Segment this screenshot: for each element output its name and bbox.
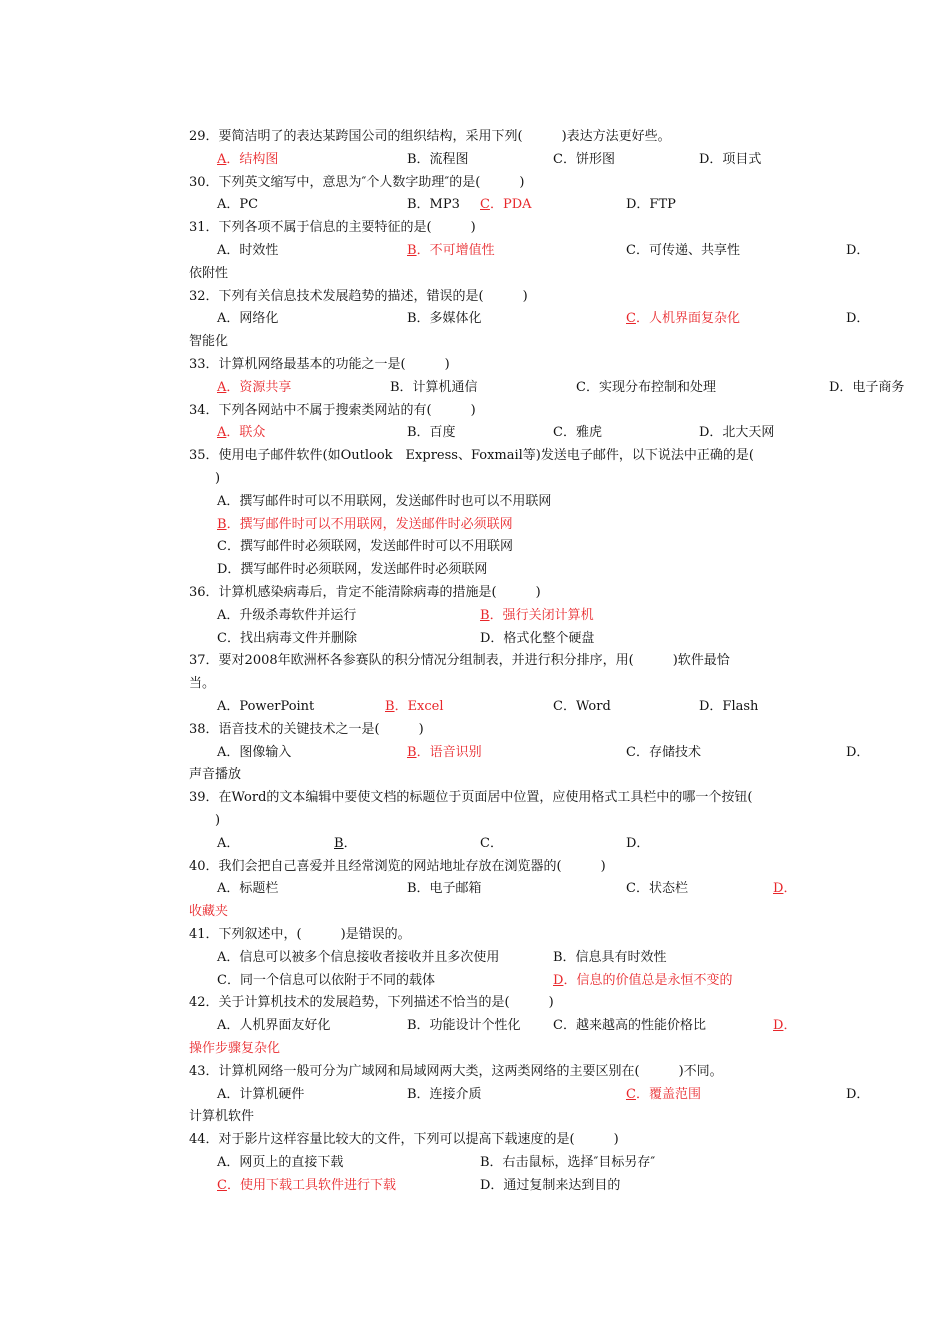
answer-option: B．连接介质 [407, 1086, 482, 1102]
correct-answer-option: A．资源共享 [217, 379, 292, 395]
answer-option: D． [626, 835, 650, 851]
question-stem: 39．在Word的文本编辑中要使文档的标题位于页面居中位置，应使用格式工具栏中的哪一个按钮( [189, 790, 753, 806]
answer-option: D．格式化整个硬盘 [480, 630, 595, 646]
question-stem: 38．语音技术的关键技术之一是( ) [189, 721, 424, 737]
answer-option: C．存储技术 [626, 744, 701, 760]
correct-answer-option: A．联众 [217, 425, 266, 441]
correct-answer-option: D． [773, 881, 797, 897]
answer-option: D．通过复制来达到目的 [480, 1177, 621, 1193]
answer-option: A．图像输入 [217, 744, 292, 760]
answer-option: B．信息具有时效性 [553, 949, 667, 965]
answer-option: C．可传递、共享性 [626, 243, 740, 258]
answer-option: D． [846, 243, 870, 258]
question-stem: 35．使用电子邮件软件(如Outlook Express、Foxmail等)发送电子邮件，以下说法中正确的是( [189, 448, 754, 464]
answer-option: C．越来越高的性能价格比 [553, 1018, 706, 1034]
answer-option: D．电子商务 [829, 379, 905, 395]
correct-answer-option: C．人机界面复杂化 [626, 311, 740, 327]
question-stem: 29．要简洁明了的表达某跨国公司的组织结构，采用下列( )表达方法更好些。 [189, 129, 671, 144]
answer-option: B．百度 [407, 425, 456, 441]
answer-option: A．PowerPoint [217, 699, 315, 714]
correct-answer-option: B．强行关闭计算机 [480, 607, 594, 623]
question-stem: 34．下列各网站中不属于搜索类网站的有( ) [189, 402, 476, 418]
question-stem: 36．计算机感染病毒后，肯定不能清除病毒的措施是( ) [189, 585, 541, 600]
option-wrap-text: 计算机软件 [189, 1109, 255, 1125]
answer-option: C．雅虎 [553, 425, 602, 441]
answer-option: D．北大天网 [699, 425, 775, 441]
correct-answer-option: C．PDA [480, 197, 532, 213]
answer-option: C．实现分布控制和处理 [576, 379, 716, 395]
correct-answer-option: C．使用下载工具软件进行下载 [217, 1177, 396, 1193]
question-stem: 43．计算机网络一般可分为广域网和局域网两大类，这两类网络的主要区别在( )不同。 [189, 1063, 723, 1079]
option-wrap-text: 操作步骤复杂化 [189, 1041, 281, 1056]
question-stem-continued: ) [189, 813, 221, 828]
correct-answer-option: D． [773, 1018, 797, 1034]
question-stem: 40．我们会把自己喜爱并且经常浏览的网站地址存放在浏览器的( ) [189, 858, 606, 874]
answer-option: A．PC [217, 197, 259, 213]
answer-option: A．计算机硬件 [217, 1086, 305, 1102]
correct-answer-option: D．信息的价值总是永恒不变的 [553, 972, 733, 988]
answer-option: B．右击鼠标，选择″目标另存″ [480, 1155, 656, 1170]
answer-option: D．Flash [699, 699, 759, 714]
answer-option: D． [846, 311, 870, 327]
answer-option: A．信息可以被多个信息接收者接收并且多次使用 [217, 949, 500, 965]
option-wrap-text: 智能化 [189, 334, 229, 350]
question-stem: 41．下列叙述中，( )是错误的。 [189, 927, 411, 942]
answer-option: A．网络化 [217, 311, 279, 327]
option-wrap-text: 依附性 [189, 265, 229, 281]
correct-answer-option: B．Excel [385, 699, 444, 714]
question-stem: 42．关于计算机技术的发展趋势，下列描述不恰当的是( ) [189, 995, 554, 1011]
question-stem: 44．对于影片这样容量比较大的文件，下列可以提高下载速度的是( ) [189, 1132, 619, 1148]
answer-option: B．功能设计个性化 [407, 1018, 521, 1034]
answer-option: B．电子邮箱 [407, 881, 482, 897]
answer-option: C．状态栏 [626, 881, 688, 897]
answer-option: A． [217, 835, 240, 851]
answer-option: A．人机界面友好化 [217, 1018, 331, 1034]
answer-option: D．项目式 [699, 151, 762, 167]
answer-option: B．多媒体化 [407, 311, 482, 327]
answer-option: D． [846, 1086, 870, 1102]
answer-option: C．饼形图 [553, 151, 615, 167]
answer-option: C． [480, 835, 503, 851]
answer-option: B．MP3 [407, 197, 460, 213]
question-stem-continued: ) [189, 471, 221, 486]
answer-option: B． [334, 835, 357, 851]
answer-option: A．标题栏 [217, 881, 279, 897]
correct-answer-option: B．撰写邮件时可以不用联网，发送邮件时必须联网 [217, 516, 513, 532]
answer-option: C．撰写邮件时必须联网，发送邮件时可以不用联网 [217, 539, 513, 555]
option-wrap-text: 声音播放 [189, 767, 242, 783]
question-stem-continued: 当。 [189, 676, 216, 692]
answer-option: C．找出病毒文件并删除 [217, 630, 357, 646]
option-wrap-text: 收藏夹 [189, 904, 229, 920]
correct-answer-option: A．结构图 [217, 151, 279, 167]
answer-option: B．计算机通信 [390, 379, 478, 395]
answer-option: D． [846, 744, 870, 760]
question-stem: 32．下列有关信息技术发展趋势的描述，错误的是( ) [189, 288, 528, 304]
question-stem: 37．要对2008年欧洲杯各参赛队的积分情况分组制表，并进行积分排序，用( )软件最恰 [189, 653, 730, 669]
answer-option: A．时效性 [217, 243, 279, 258]
question-stem: 30．下列英文缩写中，意思为″个人数字助理″的是( ) [189, 174, 525, 190]
answer-option: D．撰写邮件时必须联网，发送邮件时必须联网 [217, 562, 488, 578]
question-stem: 31．下列各项不属于信息的主要特征的是( ) [189, 220, 476, 236]
answer-option: C．Word [553, 699, 611, 714]
answer-option: A．网页上的直接下载 [217, 1155, 344, 1170]
question-stem: 33．计算机网络最基本的功能之一是( ) [189, 357, 450, 372]
answer-option: C．同一个信息可以依附于不同的载体 [217, 972, 435, 988]
correct-answer-option: B．不可增值性 [407, 243, 495, 258]
answer-option: A．升级杀毒软件并运行 [217, 607, 357, 623]
answer-option: D．FTP [626, 197, 676, 213]
correct-answer-option: C．覆盖范围 [626, 1086, 701, 1102]
correct-answer-option: B．语音识别 [407, 744, 482, 760]
answer-option: A．撰写邮件时可以不用联网，发送邮件时也可以不用联网 [217, 493, 552, 509]
answer-option: B．流程图 [407, 151, 469, 167]
